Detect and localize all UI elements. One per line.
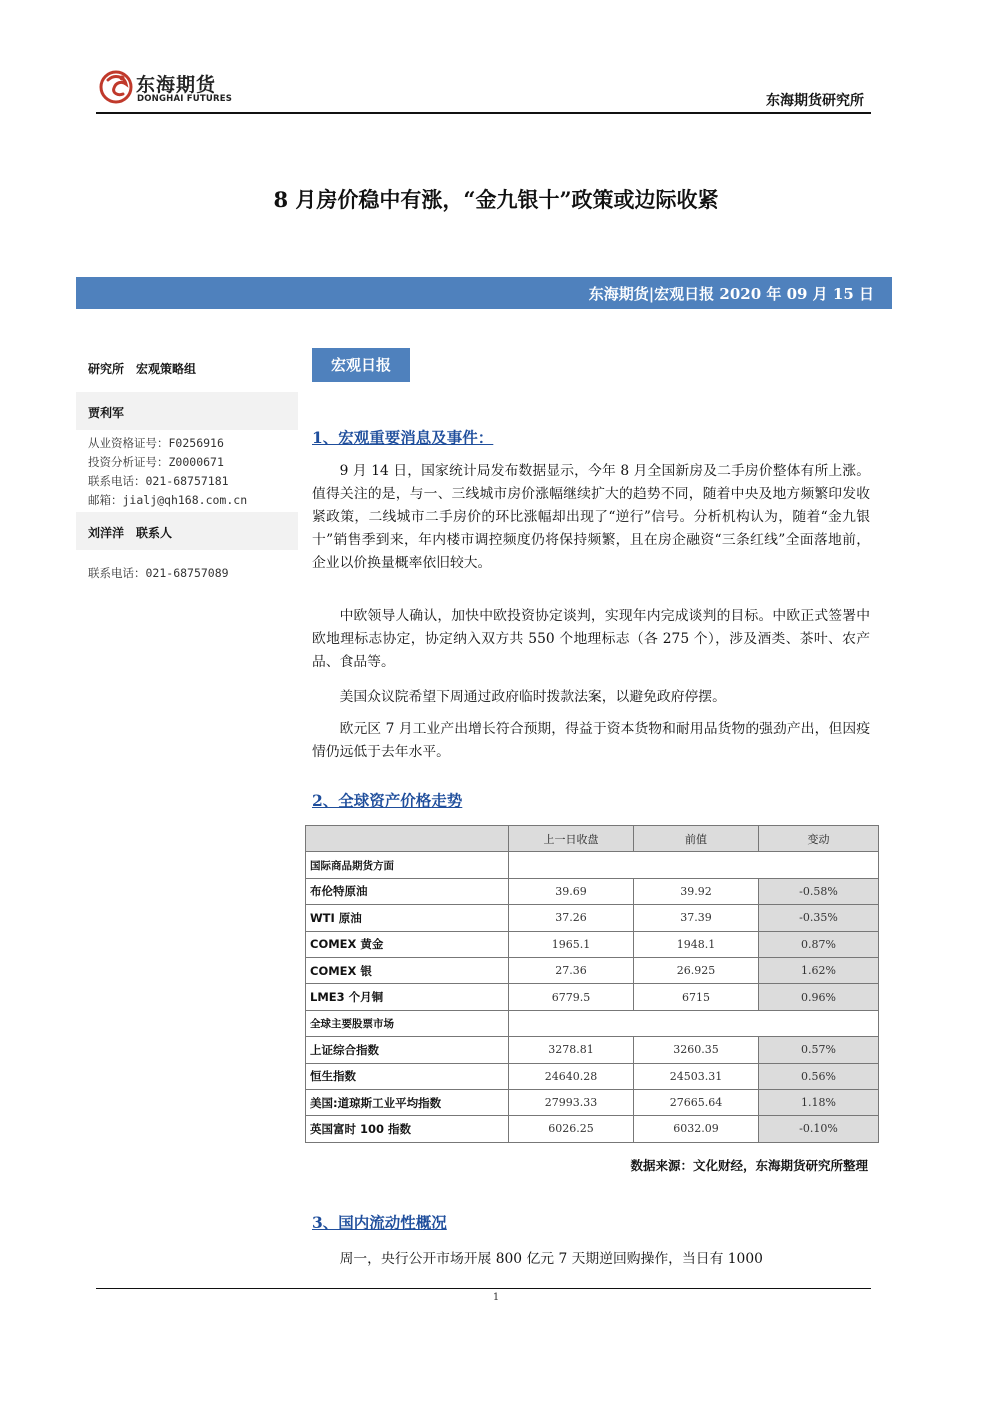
asset-change: 0.57% [759,1037,879,1063]
asset-close: 39.69 [509,878,634,904]
table-row [306,1089,879,1115]
logo-english-text: DONGHAI FUTURES [137,94,233,104]
paragraph-us-house: 美国众议院希望下周通过政府临时拨款法案，以避免政府停摆。 [339,689,726,705]
asset-price-table [305,825,879,1143]
category-label: 全球主要股票市场 [306,1010,509,1036]
asset-change: 1.18% [759,1089,879,1115]
asset-prev: 26.925 [634,957,759,983]
analyst-name: 贾利军 [88,406,125,420]
asset-close: 24640.28 [509,1063,634,1089]
section-tag: 宏观日报 [312,348,410,382]
asset-change: -0.58% [759,878,879,904]
asset-close: 27993.33 [509,1089,634,1115]
asset-change: 0.87% [759,931,879,957]
table-header-row [306,826,879,852]
table-row [306,931,879,957]
asset-close: 1965.1 [509,931,634,957]
table-header-cell [306,826,509,852]
asset-prev: 24503.31 [634,1063,759,1089]
paragraph-housing: 9 月 14 日，国家统计局发布数据显示，今年 8 月全国新房及二手房价整体有所上涨。值得关注的是，与一、三线城市房价涨幅继续扩大的趋势不同，随着中央及地方频繁印发收紧政策，二线城市二手房价的环比涨幅却出现了“逆行”信号。分析机构认为，随着“金九银十”销售季到来，年内楼市调控频度仍将保持频繁，且在房企融资“三条红线”全面落地前，企业以价换量概率依旧较大。 [312,463,870,571]
footer-divider [96,1288,871,1289]
asset-name: COMEX 银 [306,957,509,983]
asset-name: 美国:道琼斯工业平均指数 [306,1089,509,1115]
section-2-title: 2、全球资产价格走势 [312,791,463,810]
analyst-email[interactable]: 邮箱：jialj@qh168.com.cn [88,493,248,507]
asset-prev: 37.39 [634,905,759,931]
paragraph-china-eu: 中欧领导人确认，加快中欧投资协定谈判，实现年内完成谈判的目标。中欧正式签署中欧地理标志协定，协定纳入双方共 550 个地理标志（各 275 个），涉及酒类、茶叶、农产品、食品等。 [312,608,870,670]
header-divider [96,112,871,114]
company-logo [96,66,236,110]
table-header-cell: 前值 [634,826,759,852]
section-1-title: 1、宏观重要消息及事件： [312,428,494,447]
table-row [306,1116,879,1142]
table-row [306,957,879,983]
document-title: 8 月房价稳中有涨，“金九银十”政策或边际收紧 [273,187,719,212]
report-banner-text: 东海期货|宏观日报 2020 年 09 月 15 日 [588,285,874,303]
asset-close: 27.36 [509,957,634,983]
table-header-cell: 变动 [759,826,879,852]
page-number: 1 [492,1292,500,1303]
dragon-logo-icon [96,66,136,106]
asset-name: 恒生指数 [306,1063,509,1089]
asset-prev: 6715 [634,984,759,1010]
category-blank [509,852,879,878]
asset-name: WTI 原油 [306,905,509,931]
table-row [306,905,879,931]
table-row [306,984,879,1010]
table-category-row [306,1010,879,1036]
section-3-title: 3、国内流动性概况 [312,1213,447,1232]
asset-prev: 3260.35 [634,1037,759,1063]
data-source-note: 数据来源：文化财经，东海期货研究所整理 [630,1158,868,1173]
sidebar-contact-block [76,512,298,550]
asset-prev: 27665.64 [634,1089,759,1115]
header-institute: 东海期货研究所 [766,93,864,109]
table-header-cell: 上一日收盘 [509,826,634,852]
asset-name: 英国富时 100 指数 [306,1116,509,1142]
asset-change: -0.35% [759,905,879,931]
analyst-phone: 联系电话：021-68757181 [88,474,229,488]
asset-name: 上证综合指数 [306,1037,509,1063]
table-row [306,878,879,904]
asset-name: LME3 个月铜 [306,984,509,1010]
asset-name: COMEX 黄金 [306,931,509,957]
sidebar-group: 研究所 宏观策略组 [88,362,197,376]
contact-name: 刘洋洋 联系人 [88,526,173,540]
analyst-qualification: 从业资格证号：F0256916 [88,436,224,450]
asset-close: 3278.81 [509,1037,634,1063]
analyst-investment-cert: 投资分析证号：Z0000671 [88,455,224,469]
asset-change: 0.96% [759,984,879,1010]
paragraph-eurozone: 欧元区 7 月工业产出增长符合预期，得益于资本货物和耐用品货物的强劲产出，但因疫情仍远低于去年水平。 [312,721,870,760]
asset-name: 布伦特原油 [306,878,509,904]
asset-close: 6779.5 [509,984,634,1010]
paragraph-liquidity: 周一，央行公开市场开展 800 亿元 7 天期逆回购操作，当日有 1000 [339,1251,763,1267]
asset-prev: 39.92 [634,878,759,904]
asset-prev: 1948.1 [634,931,759,957]
table-row [306,1063,879,1089]
category-blank [509,1010,879,1036]
asset-close: 6026.25 [509,1116,634,1142]
asset-change: 1.62% [759,957,879,983]
sidebar-analyst-block [76,392,298,430]
contact-phone: 联系电话：021-68757089 [88,566,229,580]
report-banner [76,277,892,309]
asset-close: 37.26 [509,905,634,931]
logo-chinese-text: 东海期货 [136,74,217,96]
asset-prev: 6032.09 [634,1116,759,1142]
table-category-row [306,852,879,878]
asset-change: -0.10% [759,1116,879,1142]
table-row [306,1037,879,1063]
asset-change: 0.56% [759,1063,879,1089]
category-label: 国际商品期货方面 [306,852,509,878]
